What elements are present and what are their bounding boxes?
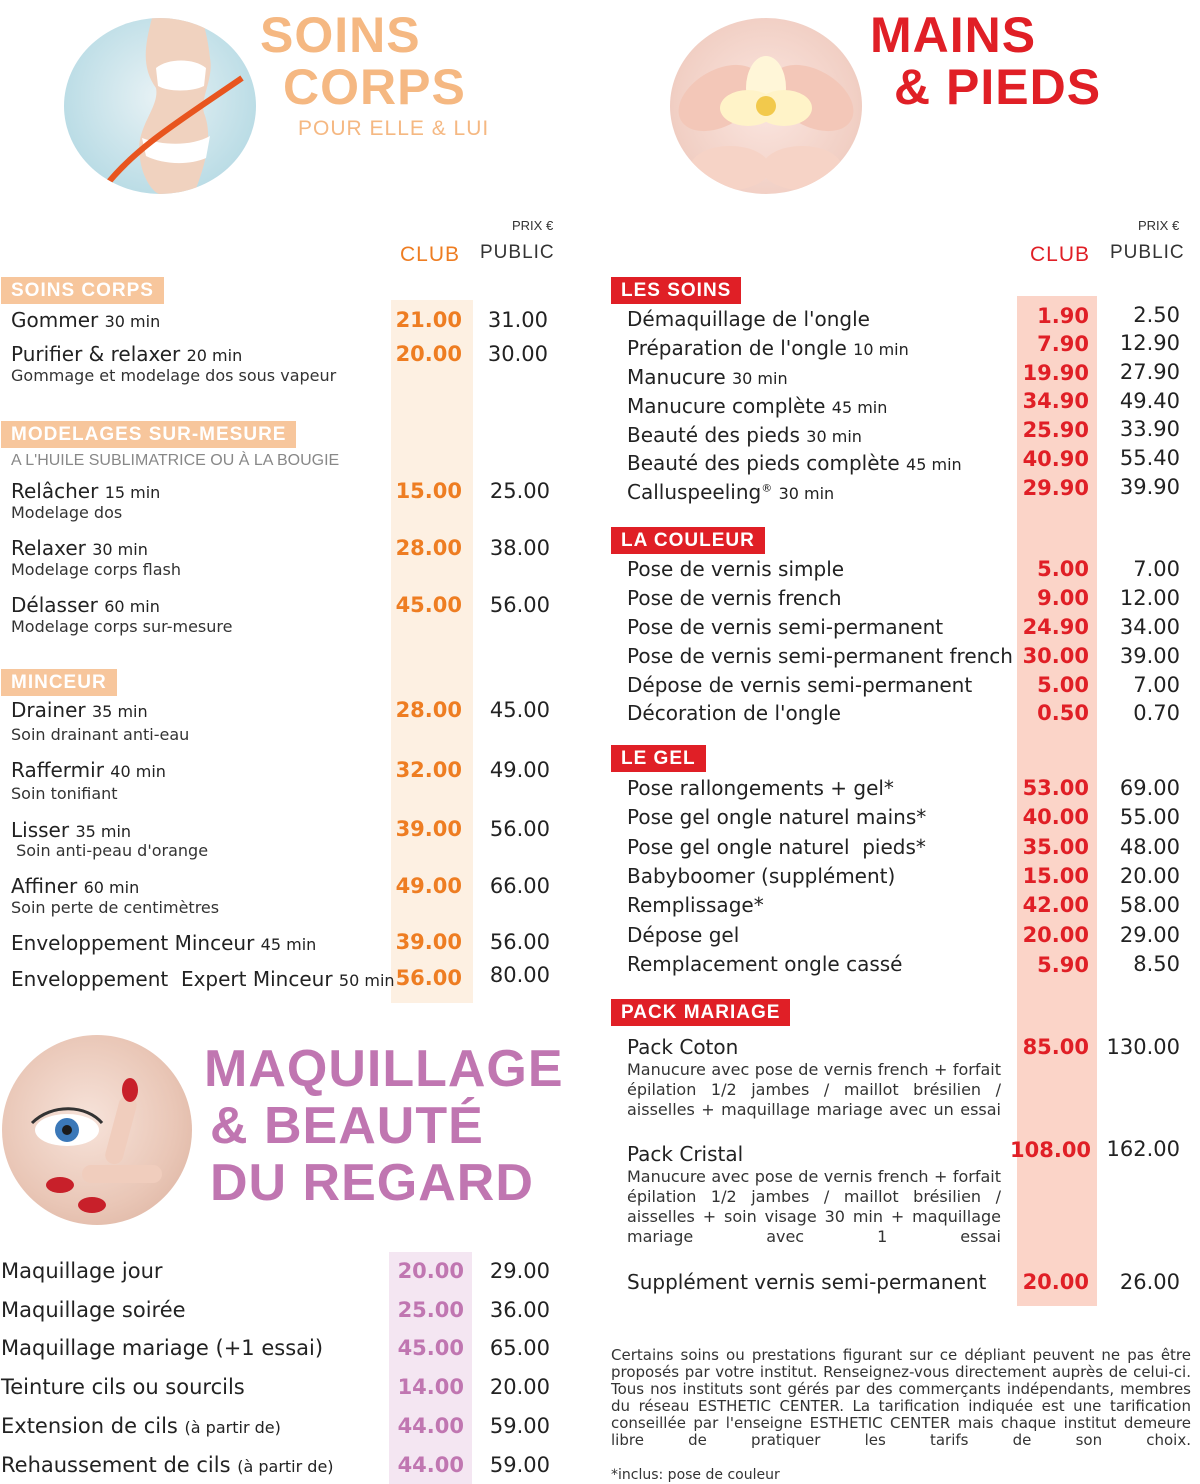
club-price: 20.00 (1022, 1270, 1089, 1294)
item-desc: Manucure avec pose de vernis french + forfait épilation 1/2 jambes / maillot brésilien / aisselles + soin visage 30 min + maquillage mariage avec 1 essai (627, 1167, 1001, 1246)
item-name: Pack Cristal (627, 1142, 744, 1166)
item-name: Pose de vernis french (627, 586, 842, 610)
section-soins-corps: SOINS CORPS (1, 277, 164, 304)
club-price: 56.00 (395, 966, 462, 990)
item-name: Beauté des pieds complète 45 min (627, 451, 962, 475)
club-price: 28.00 (395, 536, 462, 560)
club-price: 30.00 (1022, 644, 1089, 668)
club-price: 29.90 (1022, 476, 1089, 500)
public-price: 25.00 (489, 479, 550, 503)
club-price: 15.00 (395, 479, 462, 503)
public-price: 31.00 (487, 308, 548, 332)
public-price: 2.50 (1133, 303, 1180, 327)
club-price: 45.00 (397, 1336, 464, 1360)
item-name: Dépose gel (627, 923, 740, 947)
public-price: 56.00 (489, 817, 550, 841)
club-price: 7.90 (1037, 332, 1089, 356)
public-price: 39.90 (1119, 475, 1180, 499)
club-price: 85.00 (1022, 1035, 1089, 1059)
item-name: Pack Coton (627, 1035, 739, 1059)
item-name: Pose de vernis semi-permanent french (627, 644, 1013, 668)
item-name: Drainer 35 min (11, 698, 148, 722)
club-price: 40.00 (1022, 805, 1089, 829)
club-price: 34.90 (1022, 389, 1089, 413)
club-price: 20.00 (395, 342, 462, 366)
club-price: 0.50 (1037, 701, 1089, 725)
public-price: 56.00 (489, 930, 550, 954)
section-le-gel: LE GEL (611, 745, 706, 772)
item-name: Manucure complète 45 min (627, 394, 888, 418)
public-price: 39.00 (1119, 644, 1180, 668)
body-silhouette-icon (64, 18, 256, 194)
section-minceur: MINCEUR (1, 669, 117, 696)
item-name: Dépose de vernis semi-permanent (627, 673, 973, 697)
corps-club-label: CLUB (400, 243, 461, 266)
club-price: 44.00 (397, 1414, 464, 1438)
club-price: 35.00 (1022, 835, 1089, 859)
item-name: Babyboomer (supplément) (627, 864, 896, 888)
public-price: 12.00 (1119, 586, 1180, 610)
club-price: 28.00 (395, 698, 462, 722)
item-name: Préparation de l'ongle 10 min (627, 336, 909, 360)
eye-makeup-photo (2, 1035, 192, 1225)
item-desc: Soin perte de centimètres (11, 898, 220, 917)
public-price: 20.00 (1119, 864, 1180, 888)
item-name: Relâcher 15 min (11, 479, 161, 503)
club-price: 49.00 (395, 874, 462, 898)
item-desc: Modelage corps flash (11, 560, 182, 579)
club-price: 5.00 (1037, 557, 1089, 581)
public-price: 55.40 (1119, 446, 1180, 470)
item-desc: Modelage dos (11, 503, 123, 522)
club-price: 108.00 (1010, 1138, 1092, 1162)
disclaimer-text: Certains soins ou prestations figurant sur ce dépliant peuvent ne pas être proposés par votre institut. Renseignez-vous directement auprès de celui-ci. Tous nos instituts sont gérés par des commerçants indépendants, membres du réseau ESTHETIC CENTER. La tarification indiquée est une tarification conseillée par l'enseigne ESTHETIC CENTER mais chaque institut demeure libre de pratiquer les tarifs de son choix. (611, 1346, 1191, 1449)
club-price: 44.00 (397, 1453, 464, 1477)
item-name: Décoration de l'ongle (627, 701, 841, 725)
public-price: 59.00 (489, 1453, 550, 1477)
section-pack-mariage: PACK MARIAGE (611, 999, 790, 1026)
item-name: Démaquillage de l'ongle (627, 307, 870, 331)
item-name: Supplément vernis semi-permanent (627, 1270, 987, 1294)
footnote-text: *inclus: pose de couleur (611, 1467, 780, 1483)
item-name: Pose gel ongle naturel mains* (627, 805, 927, 829)
item-name: Pose de vernis semi-permanent (627, 615, 944, 639)
maquillage-title-line3: DU REGARD (210, 1154, 534, 1212)
item-name: Pose de vernis simple (627, 557, 845, 581)
public-price: 69.00 (1119, 776, 1180, 800)
mains-title-line1: MAINS (870, 7, 1037, 63)
public-price: 20.00 (489, 1375, 550, 1399)
club-price: 5.00 (1037, 673, 1089, 697)
public-price: 162.00 (1106, 1137, 1180, 1161)
mains-prix-label: PRIX € (1138, 218, 1180, 233)
public-price: 27.90 (1119, 360, 1180, 384)
club-price: 14.00 (397, 1375, 464, 1399)
public-price: 48.00 (1119, 835, 1180, 859)
public-price: 45.00 (489, 698, 550, 722)
maquillage-club-band (389, 1252, 472, 1484)
public-price: 80.00 (489, 963, 550, 987)
section-modelages: MODELAGES SUR-MESURE (1, 421, 296, 448)
item-desc: Soin drainant anti-eau (11, 725, 190, 744)
item-desc: Gommage et modelage dos sous vapeur (11, 366, 337, 385)
item-name: Maquillage soirée (1, 1298, 186, 1322)
corps-title-line2: CORPS (283, 59, 466, 115)
item-name: Beauté des pieds 30 min (627, 423, 862, 447)
item-name: Rehaussement de cils (à partir de) (1, 1453, 334, 1477)
item-name: Délasser 60 min (11, 593, 160, 617)
club-price: 45.00 (395, 593, 462, 617)
flower-icon (670, 18, 862, 194)
public-price: 33.90 (1119, 417, 1180, 441)
item-name: Enveloppement Expert Minceur 50 min (11, 967, 395, 991)
public-price: 49.40 (1119, 389, 1180, 413)
club-price: 15.00 (1022, 864, 1089, 888)
item-name: Extension de cils (à partir de) (1, 1414, 281, 1438)
item-name: Relaxer 30 min (11, 536, 148, 560)
club-price: 19.90 (1022, 361, 1089, 385)
item-name: Pose rallongements + gel* (627, 776, 894, 800)
item-name: Maquillage mariage (+1 essai) (1, 1336, 324, 1360)
public-price: 38.00 (489, 536, 550, 560)
public-price: 49.00 (489, 758, 550, 782)
item-name: Affiner 60 min (11, 874, 140, 898)
body-photo (64, 18, 256, 194)
public-price: 8.50 (1133, 952, 1180, 976)
corps-public-label: PUBLIC (480, 242, 555, 263)
item-desc: Manucure avec pose de vernis french + forfait épilation 1/2 jambes / maillot brésilien / aisselles + maquillage mariage avec un essai (627, 1060, 1001, 1119)
public-price: 66.00 (489, 874, 550, 898)
item-desc: Modelage corps sur-mesure (11, 617, 233, 636)
mains-title-line2: & PIEDS (894, 59, 1102, 115)
club-price: 24.90 (1022, 615, 1089, 639)
public-price: 55.00 (1119, 805, 1180, 829)
public-price: 29.00 (1119, 923, 1180, 947)
item-name: Gommer 30 min (11, 308, 161, 332)
public-price: 26.00 (1119, 1270, 1180, 1294)
club-price: 42.00 (1022, 893, 1089, 917)
club-price: 32.00 (395, 758, 462, 782)
club-price: 25.00 (397, 1298, 464, 1322)
section-modelages-subtitle: A L'HUILE SUBLIMATRICE OU À LA BOUGIE (11, 452, 340, 469)
item-name: Manucure 30 min (627, 365, 788, 389)
club-price: 9.00 (1037, 586, 1089, 610)
club-price: 53.00 (1022, 776, 1089, 800)
eye-icon (2, 1035, 192, 1225)
item-desc: Soin anti-peau d'orange (11, 841, 209, 860)
item-name: Pose gel ongle naturel pieds* (627, 835, 926, 859)
public-price: 36.00 (489, 1298, 550, 1322)
club-price: 39.00 (395, 817, 462, 841)
public-price: 59.00 (489, 1414, 550, 1438)
corps-prix-label: PRIX € (512, 218, 554, 233)
club-price: 20.00 (397, 1259, 464, 1283)
item-name: Purifier & relaxer 20 min (11, 342, 243, 366)
item-name: Raffermir 40 min (11, 758, 166, 782)
mains-club-label: CLUB (1030, 243, 1091, 266)
club-price: 5.90 (1037, 953, 1089, 977)
public-price: 12.90 (1119, 331, 1180, 355)
public-price: 30.00 (487, 342, 548, 366)
section-les-soins: LES SOINS (611, 277, 741, 304)
public-price: 58.00 (1119, 893, 1180, 917)
club-price: 25.90 (1022, 418, 1089, 442)
section-la-couleur: LA COULEUR (611, 527, 765, 554)
item-name: Remplacement ongle cassé (627, 952, 903, 976)
maquillage-title-line1: MAQUILLAGE (204, 1040, 564, 1098)
item-name: Maquillage jour (1, 1259, 163, 1283)
maquillage-title-line2: & BEAUTÉ (210, 1097, 484, 1155)
public-price: 0.70 (1133, 701, 1180, 725)
club-price: 39.00 (395, 930, 462, 954)
public-price: 7.00 (1133, 557, 1180, 581)
public-price: 7.00 (1133, 673, 1180, 697)
item-name: Teinture cils ou sourcils (1, 1375, 245, 1399)
mains-public-label: PUBLIC (1110, 242, 1185, 263)
club-price: 1.90 (1037, 304, 1089, 328)
item-name: Remplissage* (627, 893, 764, 917)
public-price: 34.00 (1119, 615, 1180, 639)
public-price: 29.00 (489, 1259, 550, 1283)
public-price: 65.00 (489, 1336, 550, 1360)
club-price: 40.90 (1022, 447, 1089, 471)
corps-title-line1: SOINS (260, 7, 421, 63)
item-desc: Soin tonifiant (11, 784, 118, 803)
public-price: 130.00 (1106, 1035, 1180, 1059)
item-name: Calluspeeling® 30 min (627, 480, 835, 504)
item-name: Lisser 35 min (11, 818, 132, 842)
public-price: 56.00 (489, 593, 550, 617)
club-price: 20.00 (1022, 923, 1089, 947)
club-price: 21.00 (395, 308, 462, 332)
hands-feet-photo (670, 18, 862, 194)
corps-subtitle: POUR ELLE & LUI (298, 117, 490, 140)
item-name: Enveloppement Minceur 45 min (11, 931, 317, 955)
